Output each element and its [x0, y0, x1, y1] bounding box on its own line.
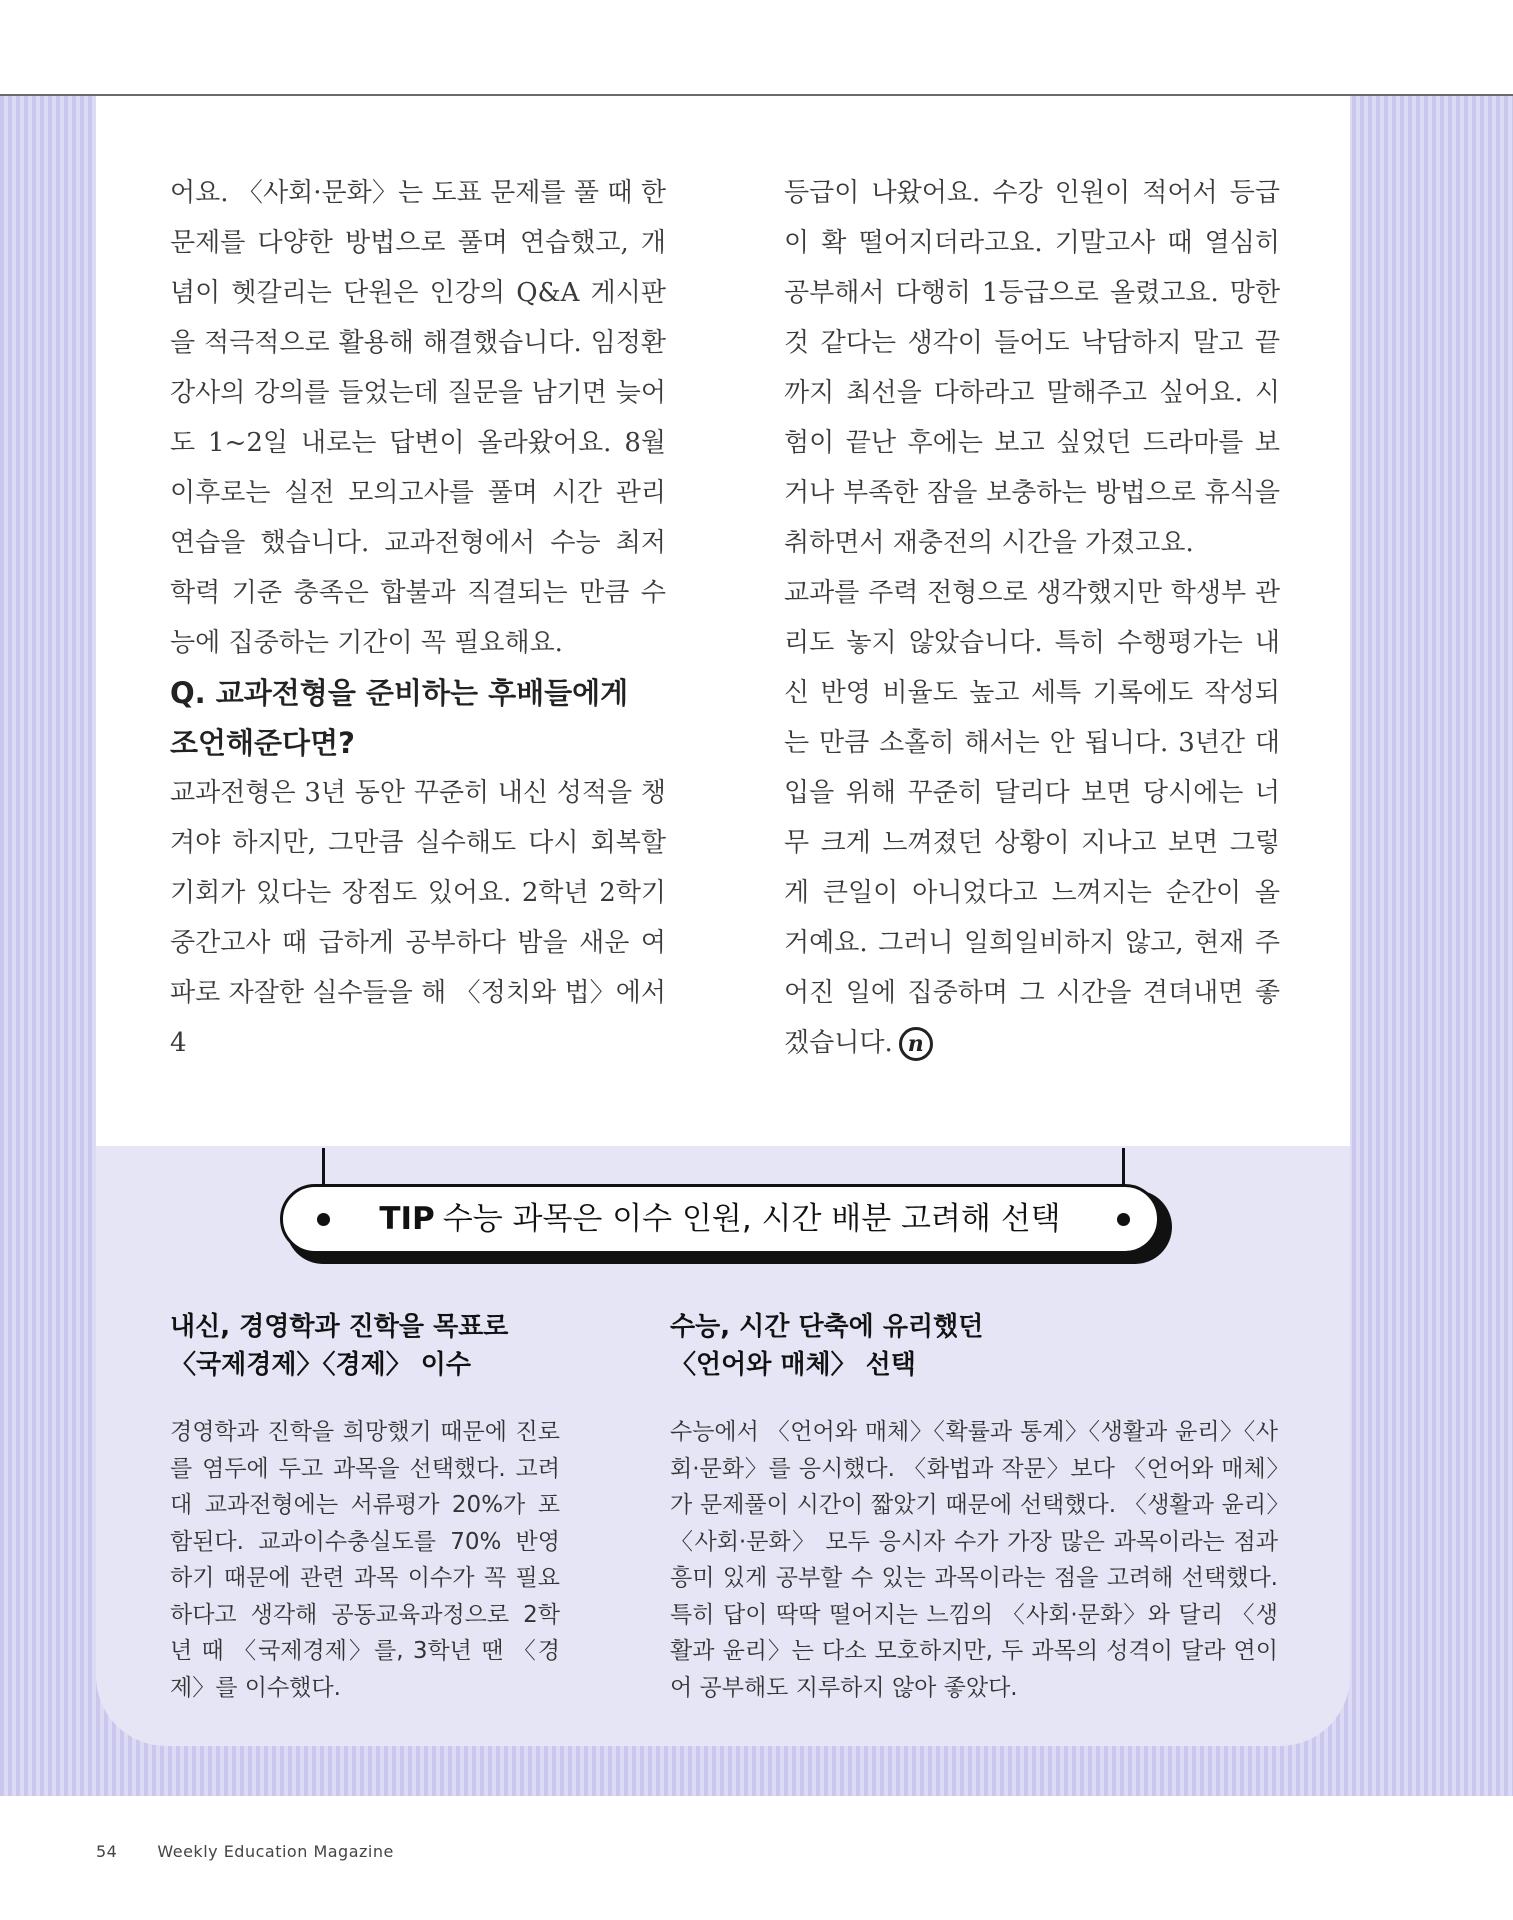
tip-left-column [170, 1308, 560, 1706]
tip-right-heading [670, 1308, 1278, 1384]
tip-right-heading-line2: 〈언어와 매체〉 선택 [670, 1350, 916, 1380]
tip-label: TIP [379, 1201, 435, 1237]
left-paragraph-1: 어요. 〈사회·문화〉는 도표 문제를 풀 때 한 문제를 다양한 방법으로 풀며 연습했고, 개념이 헷갈리는 단원은 인강의 Q&A 게시판을 적극적으로 활용해 해결했습니다. 임정환 강사의 강의를 들었는데 질문을 남기면 늦어도 1~2일 내로는 답변이 올라왔어요. 8월 이후로는 실전 모의고사를 풀며 시간 관리 연습을 했습니다. 교과전형에서 수능 최저 학력 기준 충족은 합불과 직결되는 만큼 수능에 집중하는 기간이 꼭 필요해요. [170, 178, 666, 658]
tip-right-column [670, 1308, 1278, 1706]
page-number: 54 [96, 1842, 118, 1861]
tip-title: 수능 과목은 이수 인원, 시간 배분 고려해 선택 [442, 1201, 1061, 1237]
magazine-name: Weekly Education Magazine [157, 1842, 394, 1861]
tip-left-heading-line1: 내신, 경영학과 진학을 목표로 [170, 1312, 509, 1342]
tip-banner [280, 1184, 1160, 1254]
tip-left-heading [170, 1308, 560, 1384]
article-right-column [784, 168, 1280, 1068]
left-paragraph-2: 교과전형은 3년 동안 꾸준히 내신 성적을 챙겨야 하지만, 그만큼 실수해도 다시 회복할 기회가 있다는 장점도 있어요. 2학년 2학기 중간고사 때 급하게 공부하다 밤을 새운 여파로 자잘한 실수들을 해 〈정치와 법〉에서 4 [170, 778, 666, 1058]
article-left-column [170, 168, 666, 1068]
question-heading: Q. 교과전형을 준비하는 후배들에게 조언해준다면? [170, 676, 629, 760]
hanger-dot-right [1117, 1213, 1130, 1226]
tip-right-body: 수능에서 〈언어와 매체〉〈확률과 통계〉〈생활과 윤리〉〈사회·문화〉를 응시했다. 〈화법과 작문〉보다 〈언어와 매체〉가 문제풀이 시간이 짧았기 때문에 선택했다. 〈생활과 윤리〉〈사회·문화〉 모두 응시자 수가 가장 많은 과목이라는 점과 흥미 있게 공부할 수 있는 과목이라는 점을 고려해 선택했다. 특히 답이 딱딱 떨어지는 느낌의 〈사회·문화〉와 달리 〈생활과 윤리〉는 다소 모호하지만, 두 과목의 성격이 달라 연이어 공부해도 지루하지 않아 좋았다. [670, 1419, 1278, 1701]
page-footer [96, 1842, 394, 1861]
end-mark-icon: n [899, 1027, 933, 1061]
tip-left-heading-line2: 〈국제경제〉〈경제〉 이수 [170, 1350, 471, 1380]
right-paragraph-2 [784, 568, 1280, 1068]
hanger-dot-left [317, 1213, 330, 1226]
tip-right-heading-line1: 수능, 시간 단축에 유리했던 [670, 1312, 984, 1342]
right-paragraph-2-text: 교과를 주력 전형으로 생각했지만 학생부 관리도 놓지 않았습니다. 특히 수행평가는 내신 반영 비율도 높고 세특 기록에도 작성되는 만큼 소홀히 해서는 안 됩니다. 3년간 대입을 위해 꾸준히 달리다 보면 당시에는 너무 크게 느껴졌던 상황이 지나고 보면 그렇게 큰일이 아니었다고 느껴지는 순간이 올 거예요. 그러니 일희일비하지 않고, 현재 주어진 일에 집중하며 그 시간을 견뎌내면 좋겠습니다. [784, 578, 1280, 1058]
tip-left-body: 경영학과 진학을 희망했기 때문에 진로를 염두에 두고 과목을 선택했다. 고려대 교과전형에는 서류평가 20%가 포함된다. 교과이수충실도를 70% 반영하기 때문에 관련 과목 이수가 꼭 필요하다고 생각해 공동교육과정으로 2학년 때 〈국제경제〉를, 3학년 땐 〈경제〉를 이수했다. [170, 1419, 560, 1701]
right-paragraph-1: 등급이 나왔어요. 수강 인원이 적어서 등급이 확 떨어지더라고요. 기말고사 때 열심히 공부해서 다행히 1등급으로 올렸고요. 망한 것 같다는 생각이 들어도 낙담하지 말고 끝까지 최선을 다하라고 말해주고 싶어요. 시험이 끝난 후에는 보고 싶었던 드라마를 보거나 부족한 잠을 보충하는 방법으로 휴식을 취하면서 재충전의 시간을 가졌고요. [784, 178, 1280, 558]
